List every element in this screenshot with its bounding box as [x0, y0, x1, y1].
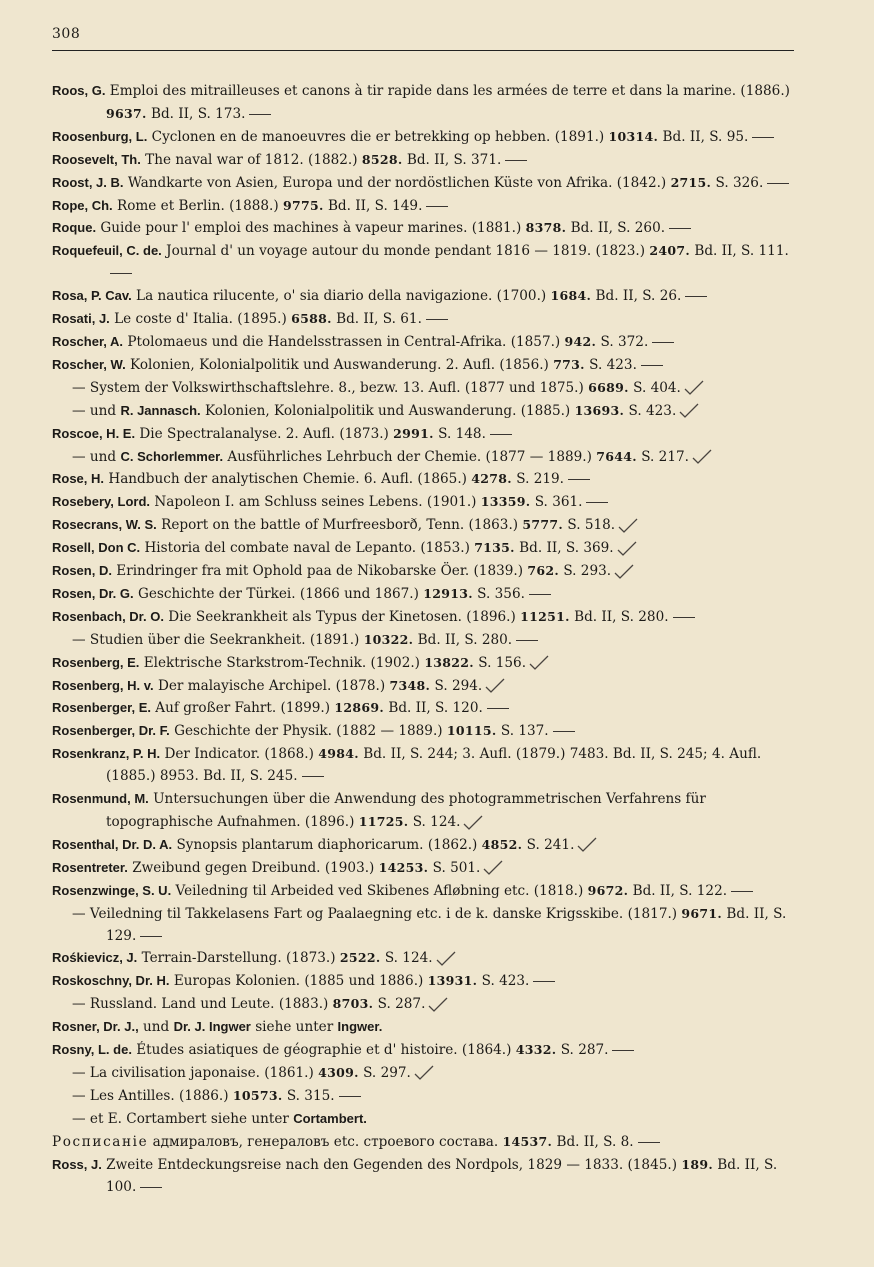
author-name: Roskoschny, Dr. H. [52, 973, 170, 989]
catalog-number: 13359. [480, 494, 531, 510]
index-entry [52, 80, 798, 126]
pencil-dash-mark [339, 1096, 361, 1097]
entry-location: Bd. II, S. 244; 3. Aufl. (1879.) 7483. Bd. II, S. 245; 4. Aufl. (1885.) 8953. Bd. II, S. 245. [106, 746, 762, 785]
entry-location: S. 361. [530, 494, 583, 511]
pencil-dash-mark [669, 228, 691, 229]
entry-title: Journal d' un voyage autour du monde pendant 1816 — 1819. (1823.) [161, 243, 650, 260]
catalog-number: 14253. [378, 859, 429, 875]
index-entry [52, 537, 798, 560]
pencil-dash-mark [638, 1142, 660, 1143]
catalog-number: 762. [527, 563, 559, 579]
index-entry [52, 400, 798, 423]
entry-title: Napoleon I. am Schluss seines Lebens. (1901.) [150, 494, 481, 511]
pencil-dash-mark [731, 891, 753, 892]
catalog-number: 11251. [520, 608, 570, 624]
author-name: Rosa, P. Cav. [52, 288, 132, 304]
index-entry [52, 903, 798, 948]
catalog-number: 12913. [423, 585, 473, 601]
catalog-number: 4852. [481, 836, 523, 852]
entry-location: S. 356. [472, 585, 525, 602]
pencil-dash-mark [529, 594, 551, 595]
entry-location: Bd. II, S. 149. [323, 197, 423, 214]
entry-location: S. 404. [628, 379, 681, 396]
catalog-number: 10322. [363, 631, 414, 647]
index-entry [52, 652, 798, 675]
index-entry [52, 423, 798, 446]
index-entry [52, 285, 798, 308]
entry-lead: — Studien über die Seekrankheit. (1891.) [72, 631, 364, 648]
pencil-dash-mark [140, 1187, 162, 1188]
catalog-number: 2522. [339, 950, 381, 966]
entry-text: siehe unter [250, 1019, 338, 1036]
catalog-number: 9637. [106, 105, 147, 121]
catalog-number: 4309. [318, 1064, 359, 1080]
entry-title: Auf großer Fahrt. (1899.) [150, 700, 335, 717]
index-entry [52, 583, 798, 606]
pencil-check-icon [482, 860, 504, 876]
index-entry [52, 606, 798, 629]
entry-title: Die Seekrankheit als Typus der Kinetosen. (1896.) [163, 608, 521, 625]
index-entry [52, 217, 798, 240]
entry-lead: — Veiledning til Takkelasens Fart og Paalaegning etc. i de k. danske Krigsskibe. (1817.) [72, 905, 682, 922]
entry-location: S. 241. [522, 836, 575, 853]
catalog-number: 2715. [670, 174, 712, 190]
entry-location: S. 217. [636, 448, 689, 465]
pencil-check-icon [427, 997, 449, 1013]
author-name: Rosebery, Lord. [52, 494, 151, 510]
author-name: Rope, Ch. [52, 197, 113, 213]
author-name: Rosenbach, Dr. O. [52, 608, 164, 624]
pencil-check-icon [576, 837, 598, 853]
entry-location: Bd. II, S. 280. [569, 608, 669, 625]
index-entry [52, 1154, 798, 1199]
author-name: Roquefeuil, C. de. [52, 243, 162, 259]
index-entry [52, 1062, 798, 1085]
catalog-number: 773. [553, 356, 585, 372]
author-name: Rosenberg, E. [52, 654, 140, 670]
entry-title: Guide pour l' emploi des machines à vapeur marines. (1881.) [96, 220, 526, 237]
entry-title: The naval war of 1812. (1882.) [140, 151, 362, 168]
author-name: Rosecrans, W. S. [52, 517, 157, 533]
entry-title: Die Spectralanalyse. 2. Aufl. (1873.) [135, 425, 394, 442]
entry-location: Bd. II, S. 120. [384, 700, 483, 717]
entry-title: Wandkarte von Asien, Europa und der nordöstlichen Küste von Afrika. (1842.) [123, 174, 671, 191]
author-name: C. Schorlemmer. [120, 448, 224, 464]
author-name: Rose, H. [52, 471, 105, 487]
entry-title: Der Indicator. (1868.) [160, 746, 319, 763]
pencil-check-icon [616, 541, 638, 557]
entry-location: Bd. II, S. 371. [402, 151, 502, 168]
entry-title: Der malayische Archipel. (1878.) [153, 677, 390, 694]
pencil-dash-mark [249, 114, 271, 115]
entry-location: S. 137. [496, 723, 549, 740]
entry-title: Zweibund gegen Dreibund. (1903.) [127, 859, 379, 876]
pencil-check-icon [413, 1065, 435, 1081]
catalog-number: 2407. [649, 243, 691, 259]
catalog-number: 13822. [424, 654, 474, 670]
pencil-check-icon [678, 403, 700, 419]
entry-title: Ptolomaeus und die Handelsstrassen in Central-Afrika. (1857.) [123, 333, 565, 350]
author-name: Rosati, J. [52, 311, 110, 327]
author-name: Roscoe, H. E. [52, 425, 136, 441]
catalog-number: 13693. [574, 402, 625, 418]
entry-location: S. 423. [624, 402, 677, 419]
entry-lead: — System der Volkswirthschaftslehre. 8., bezw. 13. Aufl. (1877 und 1875.) [72, 379, 589, 396]
pencil-dash-mark [516, 640, 538, 641]
entry-title: und [138, 1019, 174, 1036]
pencil-dash-mark [505, 160, 527, 161]
catalog-number: 7135. [474, 540, 515, 556]
author-name: Rosenkranz, P. H. [52, 746, 161, 762]
entry-title: Handbuch der analytischen Chemie. 6. Aufl. (1865.) [104, 471, 472, 488]
author-name: Rosenberg, H. v. [52, 677, 154, 693]
entry-location: S. 156. [473, 654, 527, 671]
author-name: Rosen, Dr. G. [52, 585, 134, 601]
entry-title: Ausführliches Lehrbuch der Chemie. (1877 — 1889.) [223, 448, 597, 465]
catalog-number: 6689. [588, 379, 629, 395]
entry-location: Bd. II, S. 122. [628, 882, 728, 899]
entry-location: S. 124. [380, 950, 433, 967]
author-name: Roost, J. B. [52, 174, 124, 190]
pencil-dash-mark [302, 776, 324, 777]
entry-location: S. 372. [596, 333, 649, 350]
catalog-number: 13931. [427, 973, 478, 989]
author-name: Rosenberger, Dr. F. [52, 723, 170, 739]
index-entry [52, 377, 798, 400]
catalog-number: 5777. [522, 517, 564, 533]
entry-title: Synopsis plantarum diaphoricarum. (1862.) [172, 836, 482, 853]
index-entry [52, 834, 798, 857]
index-entry [52, 993, 798, 1016]
entry-location: Bd. II, S. 100. [106, 1156, 778, 1195]
index-entry [52, 697, 798, 720]
catalog-number: 7644. [596, 448, 637, 464]
index-entry [52, 514, 798, 537]
author-name: Roos, G. [52, 83, 106, 98]
index-entry [52, 1108, 798, 1131]
catalog-number: 10314. [608, 128, 659, 144]
entry-location: S. 518. [563, 517, 616, 534]
index-entry [52, 880, 798, 903]
pencil-dash-mark [652, 342, 674, 343]
entry-title: Veiledning til Arbeided ved Skibenes Afløbning etc. (1818.) [171, 882, 588, 899]
author-name: Rosen, D. [52, 563, 112, 579]
catalog-number: 9775. [282, 197, 324, 213]
pencil-dash-mark [612, 1050, 634, 1051]
pencil-dash-mark [533, 981, 555, 982]
author-name: Roosenburg, L. [52, 128, 148, 144]
pencil-check-icon [683, 380, 705, 396]
pencil-dash-mark [426, 206, 448, 207]
entry-location: Bd. II, S. 111. [690, 243, 789, 260]
entry-title: Historia del combate naval de Lepanto. (1853.) [140, 540, 475, 557]
index-entry [52, 1085, 798, 1108]
catalog-number: 4332. [515, 1042, 557, 1058]
entry-location: Bd. II, S. 8. [552, 1133, 634, 1150]
catalog-number: 6588. [291, 311, 332, 327]
entry-location: Bd. II, S. 369. [514, 540, 614, 557]
pencil-dash-mark [568, 479, 590, 480]
entry-heading: Росписаніе [52, 1133, 149, 1150]
entry-location: S. 423. [477, 973, 530, 990]
catalog-number: 11725. [358, 814, 409, 829]
pencil-dash-mark [426, 319, 448, 320]
pencil-check-icon [617, 518, 639, 534]
pencil-check-icon [613, 564, 635, 580]
index-entry [52, 354, 798, 377]
entry-location: Bd. II, S. 61. [331, 311, 422, 328]
entry-location: S. 423. [584, 356, 637, 373]
entry-title: Report on the battle of Murfreesborð, Tenn. (1863.) [156, 517, 523, 534]
catalog-number: 8703. [332, 996, 374, 1012]
author-name: Rosenmund, M. [52, 791, 149, 807]
index-entry [52, 788, 798, 834]
author-name: Roque. [52, 220, 97, 236]
index-entry [52, 240, 798, 285]
catalog-number: 12869. [334, 700, 385, 716]
entry-location: S. 501. [428, 859, 481, 876]
index-entry [52, 331, 798, 354]
entry-location: S. 287. [373, 996, 426, 1013]
catalog-number: 4278. [471, 471, 512, 487]
pencil-check-icon [435, 951, 457, 967]
index-entry [52, 947, 798, 970]
author-name: Rosenthal, Dr. D. A. [52, 836, 173, 852]
catalog-number: 14537. [502, 1133, 553, 1149]
author-name: Rośkievicz, J. [52, 950, 138, 966]
author-name: Roscher, W. [52, 356, 126, 372]
entry-title: Études asiatiques de géographie et d' histoire. (1864.) [131, 1042, 516, 1059]
cross-reference: Ingwer. [337, 1019, 383, 1035]
entry-title: Geschichte der Türkei. (1866 und 1867.) [133, 585, 424, 602]
index-entry [52, 720, 798, 743]
pencil-dash-mark [685, 296, 707, 297]
entry-title: Zweite Entdeckungsreise nach den Gegenden des Nordpols, 1829 — 1833. (1845.) [101, 1156, 682, 1173]
index-entry [52, 560, 798, 583]
pencil-dash-mark [673, 617, 695, 618]
entry-title: La nautica rilucente, o' sia diario della navigazione. (1700.) [131, 288, 551, 305]
pencil-dash-mark [110, 273, 132, 274]
catalog-number: 1684. [550, 288, 592, 304]
entry-location: S. 148. [433, 425, 486, 442]
entry-location: S. 219. [511, 471, 564, 488]
index-entry [52, 195, 798, 218]
pencil-dash-mark [140, 936, 162, 937]
index-entry [52, 743, 798, 788]
index-entry [52, 308, 798, 331]
entry-title: Rome et Berlin. (1888.) [112, 197, 283, 214]
catalog-number: 2991. [393, 425, 434, 441]
entry-location: Bd. II, S. 95. [658, 128, 749, 145]
entry-title: Europas Kolonien. (1885 und 1886.) [169, 973, 428, 990]
entry-lead: — La civilisation japonaise. (1861.) [72, 1064, 319, 1081]
pencil-check-icon [528, 655, 550, 671]
entry-lead: — et E. Cortambert siehe unter [72, 1110, 294, 1127]
pencil-check-icon [691, 449, 713, 465]
author-name: Roscher, A. [52, 333, 124, 349]
co-author-name: Dr. J. Ingwer [173, 1019, 251, 1035]
entry-title: адмираловъ, генераловъ etc. строевого состава. [148, 1133, 503, 1150]
header-rule [52, 50, 794, 51]
entry-title: Emploi des mitrailleuses et canons à tir rapide dans les armées de terre et dans la marine. (1886.) [105, 83, 790, 99]
catalog-number: 7348. [389, 677, 431, 693]
entry-lead: — Les Antilles. (1886.) [72, 1087, 233, 1104]
entry-lead: — und [72, 448, 121, 465]
entry-title: Kolonien, Kolonialpolitik und Auswanderung. (1885.) [200, 402, 575, 419]
author-name: Rosenberger, E. [52, 700, 151, 716]
author-name: R. Jannasch. [120, 402, 201, 418]
catalog-number: 189. [681, 1156, 713, 1172]
entry-title: Geschichte der Physik. (1882 — 1889.) [169, 723, 447, 740]
catalog-number: 8378. [525, 220, 567, 236]
index-entry [52, 468, 798, 491]
entry-location: Bd. II, S. 280. [413, 631, 513, 648]
entry-lead: — Russland. Land und Leute. (1883.) [72, 996, 333, 1013]
catalog-number: 942. [564, 333, 597, 349]
entry-title: Erindringer fra mit Ophold paa de Nikobarske Öer. (1839.) [111, 563, 528, 580]
entry-title: Kolonien, Kolonialpolitik und Auswanderung. 2. Aufl. (1856.) [125, 356, 554, 373]
catalog-number: 10573. [232, 1087, 283, 1103]
index-entry [52, 629, 798, 652]
author-name: Ross, J. [52, 1156, 102, 1172]
pencil-check-icon [484, 678, 506, 694]
entry-location: S. 326. [711, 174, 764, 191]
entry-location: S. 293. [559, 563, 612, 580]
entry-location: Bd. II, S. 129. [106, 905, 787, 944]
page-number: 308 [52, 26, 81, 42]
entry-title: Cyclonen en de manoeuvres die er betrekking op hebben. (1891.) [147, 128, 609, 145]
catalog-number: 9672. [587, 882, 629, 898]
entry-location: S. 294. [430, 677, 483, 694]
entry-location: Bd. II, S. 260. [566, 220, 666, 237]
entry-location: S. 287. [556, 1042, 609, 1059]
pencil-dash-mark [586, 502, 608, 503]
entry-title: Untersuchungen über die Anwendung des photogrammetrischen Verfahrens für topographische Aufnahmen. (1896.) [106, 791, 706, 830]
index-entry [52, 491, 798, 514]
entry-location: Bd. II, S. 26. [591, 288, 682, 305]
author-name: Rosenzwinge, S. U. [52, 882, 172, 898]
entry-title: Le coste d' Italia. (1895.) [109, 311, 292, 328]
entry-lead: — und [72, 402, 121, 419]
catalog-number: 10115. [446, 723, 497, 739]
pencil-check-icon [462, 815, 484, 831]
author-name: Rosentreter. [52, 859, 128, 875]
author-name: Rosner, Dr. J., [52, 1019, 139, 1035]
cross-reference: Cortambert. [293, 1110, 367, 1126]
pencil-dash-mark [553, 731, 575, 732]
pencil-dash-mark [490, 434, 512, 435]
catalog-number: 8528. [361, 151, 403, 167]
author-name: Rosny, L. de. [52, 1042, 132, 1058]
index-entry [52, 1016, 798, 1039]
entry-title: Elektrische Starkstrom-Technik. (1902.) [139, 654, 425, 671]
pencil-dash-mark [767, 183, 789, 184]
index-entry [52, 172, 798, 195]
index-entry [52, 446, 798, 469]
entry-location: S. 124. [408, 814, 461, 830]
entry-location: S. 297. [358, 1064, 411, 1081]
pencil-dash-mark [487, 708, 509, 709]
author-name: Roosevelt, Th. [52, 151, 141, 167]
pencil-dash-mark [752, 137, 774, 138]
index-entry [52, 149, 798, 172]
entry-location: S. 315. [282, 1087, 335, 1104]
index-entries [52, 80, 798, 1198]
author-name: Rosell, Don C. [52, 540, 141, 556]
index-entry [52, 675, 798, 698]
index-entry [52, 126, 798, 149]
entry-title: Terrain-Darstellung. (1873.) [137, 950, 340, 967]
catalog-number: 4984. [318, 746, 359, 762]
index-entry [52, 857, 798, 880]
index-entry [52, 1131, 798, 1154]
index-entry [52, 1039, 798, 1062]
pencil-dash-mark [641, 365, 663, 366]
catalog-number: 9671. [681, 905, 723, 921]
entry-location: Bd. II, S. 173. [146, 105, 246, 122]
index-entry [52, 970, 798, 993]
